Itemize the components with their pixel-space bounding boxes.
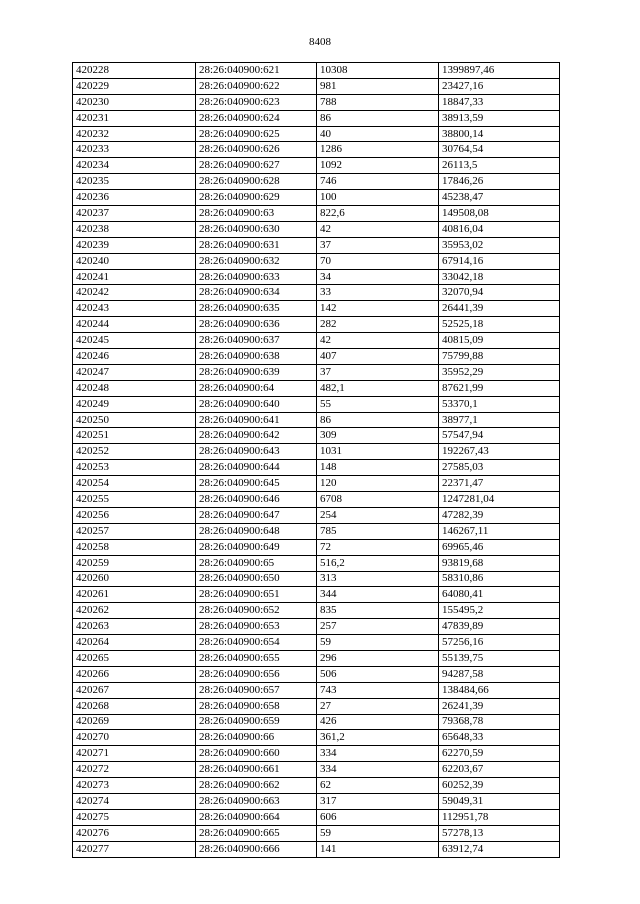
value-cell: 26241,39: [439, 698, 560, 714]
row-number-cell: 420256: [73, 507, 196, 523]
cadastral-number-cell: 28:26:040900:666: [196, 841, 317, 857]
cadastral-number-cell: 28:26:040900:647: [196, 507, 317, 523]
row-number-cell: 420245: [73, 333, 196, 349]
cadastral-number-cell: 28:26:040900:632: [196, 253, 317, 269]
area-cell: 27: [317, 698, 439, 714]
area-cell: 40: [317, 126, 439, 142]
table-row: [73, 333, 560, 349]
table-row: [73, 269, 560, 285]
value-cell: 35953,02: [439, 237, 560, 253]
area-cell: 822,6: [317, 206, 439, 222]
area-cell: 62: [317, 778, 439, 794]
cadastral-number-cell: 28:26:040900:644: [196, 460, 317, 476]
row-number-cell: 420263: [73, 619, 196, 635]
value-cell: 40815,09: [439, 333, 560, 349]
value-cell: 58310,86: [439, 571, 560, 587]
row-number-cell: 420244: [73, 317, 196, 333]
cadastral-number-cell: 28:26:040900:664: [196, 809, 317, 825]
value-cell: 138484,66: [439, 682, 560, 698]
row-number-cell: 420267: [73, 682, 196, 698]
area-cell: 34: [317, 269, 439, 285]
table-row: [73, 682, 560, 698]
cadastral-number-cell: 28:26:040900:635: [196, 301, 317, 317]
value-cell: 112951,78: [439, 809, 560, 825]
value-cell: 27585,03: [439, 460, 560, 476]
value-cell: 18847,33: [439, 94, 560, 110]
area-cell: 743: [317, 682, 439, 698]
area-cell: 1092: [317, 158, 439, 174]
area-cell: 10308: [317, 63, 439, 79]
table-body: [73, 63, 560, 858]
value-cell: 67914,16: [439, 253, 560, 269]
cadastral-number-cell: 28:26:040900:654: [196, 635, 317, 651]
table-row: [73, 507, 560, 523]
cadastral-number-cell: 28:26:040900:639: [196, 364, 317, 380]
table-row: [73, 666, 560, 682]
cadastral-number-cell: 28:26:040900:636: [196, 317, 317, 333]
table-row: [73, 555, 560, 571]
value-cell: 38913,59: [439, 110, 560, 126]
row-number-cell: 420257: [73, 523, 196, 539]
table-row: [73, 476, 560, 492]
table-row: [73, 793, 560, 809]
cadastral-number-cell: 28:26:040900:653: [196, 619, 317, 635]
table-row: [73, 841, 560, 857]
table-row: [73, 126, 560, 142]
cadastral-number-cell: 28:26:040900:641: [196, 412, 317, 428]
value-cell: 26441,39: [439, 301, 560, 317]
area-cell: 313: [317, 571, 439, 587]
row-number-cell: 420231: [73, 110, 196, 126]
area-cell: 142: [317, 301, 439, 317]
cadastral-number-cell: 28:26:040900:631: [196, 237, 317, 253]
value-cell: 87621,99: [439, 380, 560, 396]
row-number-cell: 420276: [73, 825, 196, 841]
area-cell: 317: [317, 793, 439, 809]
value-cell: 57278,13: [439, 825, 560, 841]
row-number-cell: 420274: [73, 793, 196, 809]
table-row: [73, 174, 560, 190]
area-cell: 309: [317, 428, 439, 444]
row-number-cell: 420251: [73, 428, 196, 444]
area-cell: 344: [317, 587, 439, 603]
value-cell: 62270,59: [439, 746, 560, 762]
cadastral-number-cell: 28:26:040900:638: [196, 349, 317, 365]
value-cell: 57256,16: [439, 635, 560, 651]
value-cell: 79368,78: [439, 714, 560, 730]
cadastral-number-cell: 28:26:040900:629: [196, 190, 317, 206]
table-row: [73, 285, 560, 301]
cadastral-number-cell: 28:26:040900:624: [196, 110, 317, 126]
area-cell: 254: [317, 507, 439, 523]
table-row: [73, 730, 560, 746]
area-cell: 70: [317, 253, 439, 269]
table-row: [73, 619, 560, 635]
row-number-cell: 420269: [73, 714, 196, 730]
row-number-cell: 420273: [73, 778, 196, 794]
value-cell: 64080,41: [439, 587, 560, 603]
row-number-cell: 420234: [73, 158, 196, 174]
area-cell: 37: [317, 364, 439, 380]
value-cell: 69965,46: [439, 539, 560, 555]
cadastral-number-cell: 28:26:040900:63: [196, 206, 317, 222]
cadastral-number-cell: 28:26:040900:634: [196, 285, 317, 301]
table-row: [73, 650, 560, 666]
table-row: [73, 746, 560, 762]
table-row: [73, 364, 560, 380]
area-cell: 100: [317, 190, 439, 206]
value-cell: 23427,16: [439, 78, 560, 94]
row-number-cell: 420241: [73, 269, 196, 285]
cadastral-number-cell: 28:26:040900:623: [196, 94, 317, 110]
table-row: [73, 253, 560, 269]
value-cell: 94287,58: [439, 666, 560, 682]
cadastral-number-cell: 28:26:040900:645: [196, 476, 317, 492]
value-cell: 47282,39: [439, 507, 560, 523]
table-row: [73, 587, 560, 603]
value-cell: 62203,67: [439, 762, 560, 778]
table-row: [73, 237, 560, 253]
table-row: [73, 380, 560, 396]
cadastral-number-cell: 28:26:040900:661: [196, 762, 317, 778]
row-number-cell: 420262: [73, 603, 196, 619]
table-row: [73, 523, 560, 539]
table-row: [73, 206, 560, 222]
table-row: [73, 714, 560, 730]
table-row: [73, 396, 560, 412]
value-cell: 155495,2: [439, 603, 560, 619]
row-number-cell: 420249: [73, 396, 196, 412]
cadastral-number-cell: 28:26:040900:660: [196, 746, 317, 762]
row-number-cell: 420260: [73, 571, 196, 587]
row-number-cell: 420229: [73, 78, 196, 94]
area-cell: 86: [317, 412, 439, 428]
table-row: [73, 809, 560, 825]
area-cell: 86: [317, 110, 439, 126]
table-row: [73, 698, 560, 714]
table-row: [73, 349, 560, 365]
value-cell: 22371,47: [439, 476, 560, 492]
area-cell: 296: [317, 650, 439, 666]
value-cell: 63912,74: [439, 841, 560, 857]
row-number-cell: 420243: [73, 301, 196, 317]
table-row: [73, 412, 560, 428]
row-number-cell: 420248: [73, 380, 196, 396]
area-cell: 835: [317, 603, 439, 619]
cadastral-number-cell: 28:26:040900:659: [196, 714, 317, 730]
row-number-cell: 420239: [73, 237, 196, 253]
area-cell: 6708: [317, 492, 439, 508]
row-number-cell: 420275: [73, 809, 196, 825]
row-number-cell: 420252: [73, 444, 196, 460]
cadastral-number-cell: 28:26:040900:650: [196, 571, 317, 587]
row-number-cell: 420228: [73, 63, 196, 79]
cadastral-number-cell: 28:26:040900:665: [196, 825, 317, 841]
area-cell: 141: [317, 841, 439, 857]
value-cell: 30764,54: [439, 142, 560, 158]
area-cell: 407: [317, 349, 439, 365]
value-cell: 1247281,04: [439, 492, 560, 508]
table-row: [73, 460, 560, 476]
area-cell: 33: [317, 285, 439, 301]
row-number-cell: 420250: [73, 412, 196, 428]
area-cell: 981: [317, 78, 439, 94]
area-cell: 72: [317, 539, 439, 555]
row-number-cell: 420268: [73, 698, 196, 714]
table-row: [73, 571, 560, 587]
area-cell: 257: [317, 619, 439, 635]
row-number-cell: 420237: [73, 206, 196, 222]
area-cell: 1031: [317, 444, 439, 460]
row-number-cell: 420254: [73, 476, 196, 492]
value-cell: 149508,08: [439, 206, 560, 222]
table-row: [73, 825, 560, 841]
cadastral-number-cell: 28:26:040900:643: [196, 444, 317, 460]
row-number-cell: 420240: [73, 253, 196, 269]
cadastral-number-cell: 28:26:040900:663: [196, 793, 317, 809]
area-cell: 59: [317, 635, 439, 651]
cadastral-number-cell: 28:26:040900:648: [196, 523, 317, 539]
table-row: [73, 492, 560, 508]
value-cell: 35952,29: [439, 364, 560, 380]
table-row: [73, 778, 560, 794]
cadastral-number-cell: 28:26:040900:657: [196, 682, 317, 698]
value-cell: 65648,33: [439, 730, 560, 746]
cadastral-number-cell: 28:26:040900:64: [196, 380, 317, 396]
area-cell: 334: [317, 762, 439, 778]
table-row: [73, 94, 560, 110]
cadastral-number-cell: 28:26:040900:626: [196, 142, 317, 158]
cadastral-number-cell: 28:26:040900:642: [196, 428, 317, 444]
cadastral-number-cell: 28:26:040900:656: [196, 666, 317, 682]
data-table: [72, 62, 560, 858]
cadastral-number-cell: 28:26:040900:637: [196, 333, 317, 349]
row-number-cell: 420236: [73, 190, 196, 206]
cadastral-number-cell: 28:26:040900:622: [196, 78, 317, 94]
row-number-cell: 420232: [73, 126, 196, 142]
area-cell: 55: [317, 396, 439, 412]
cadastral-number-cell: 28:26:040900:66: [196, 730, 317, 746]
value-cell: 60252,39: [439, 778, 560, 794]
row-number-cell: 420238: [73, 221, 196, 237]
value-cell: 1399897,46: [439, 63, 560, 79]
cadastral-number-cell: 28:26:040900:651: [196, 587, 317, 603]
row-number-cell: 420247: [73, 364, 196, 380]
table-row: [73, 603, 560, 619]
value-cell: 38977,1: [439, 412, 560, 428]
area-cell: 606: [317, 809, 439, 825]
table-row: [73, 142, 560, 158]
row-number-cell: 420277: [73, 841, 196, 857]
row-number-cell: 420230: [73, 94, 196, 110]
area-cell: 42: [317, 333, 439, 349]
cadastral-number-cell: 28:26:040900:640: [196, 396, 317, 412]
cadastral-number-cell: 28:26:040900:649: [196, 539, 317, 555]
area-cell: 516,2: [317, 555, 439, 571]
table-row: [73, 317, 560, 333]
table-row: [73, 63, 560, 79]
row-number-cell: 420272: [73, 762, 196, 778]
area-cell: 148: [317, 460, 439, 476]
area-cell: 361,2: [317, 730, 439, 746]
value-cell: 55139,75: [439, 650, 560, 666]
table-row: [73, 635, 560, 651]
area-cell: 746: [317, 174, 439, 190]
table-row: [73, 221, 560, 237]
table-row: [73, 762, 560, 778]
row-number-cell: 420264: [73, 635, 196, 651]
row-number-cell: 420266: [73, 666, 196, 682]
value-cell: 52525,18: [439, 317, 560, 333]
area-cell: 37: [317, 237, 439, 253]
row-number-cell: 420265: [73, 650, 196, 666]
value-cell: 146267,11: [439, 523, 560, 539]
row-number-cell: 420261: [73, 587, 196, 603]
row-number-cell: 420271: [73, 746, 196, 762]
row-number-cell: 420259: [73, 555, 196, 571]
cadastral-number-cell: 28:26:040900:625: [196, 126, 317, 142]
row-number-cell: 420242: [73, 285, 196, 301]
area-cell: 482,1: [317, 380, 439, 396]
cadastral-number-cell: 28:26:040900:630: [196, 221, 317, 237]
cadastral-number-cell: 28:26:040900:655: [196, 650, 317, 666]
value-cell: 33042,18: [439, 269, 560, 285]
table-row: [73, 444, 560, 460]
cadastral-number-cell: 28:26:040900:633: [196, 269, 317, 285]
area-cell: 1286: [317, 142, 439, 158]
value-cell: 53370,1: [439, 396, 560, 412]
area-cell: 59: [317, 825, 439, 841]
row-number-cell: 420246: [73, 349, 196, 365]
area-cell: 282: [317, 317, 439, 333]
value-cell: 59049,31: [439, 793, 560, 809]
cadastral-number-cell: 28:26:040900:662: [196, 778, 317, 794]
row-number-cell: 420235: [73, 174, 196, 190]
area-cell: 120: [317, 476, 439, 492]
table-row: [73, 428, 560, 444]
value-cell: 93819,68: [439, 555, 560, 571]
value-cell: 17846,26: [439, 174, 560, 190]
cadastral-number-cell: 28:26:040900:627: [196, 158, 317, 174]
value-cell: 38800,14: [439, 126, 560, 142]
cadastral-number-cell: 28:26:040900:628: [196, 174, 317, 190]
row-number-cell: 420253: [73, 460, 196, 476]
table-row: [73, 190, 560, 206]
value-cell: 32070,94: [439, 285, 560, 301]
area-cell: 426: [317, 714, 439, 730]
value-cell: 57547,94: [439, 428, 560, 444]
table-row: [73, 539, 560, 555]
row-number-cell: 420270: [73, 730, 196, 746]
page-number: 8408: [309, 36, 331, 48]
table-row: [73, 110, 560, 126]
row-number-cell: 420255: [73, 492, 196, 508]
cadastral-number-cell: 28:26:040900:652: [196, 603, 317, 619]
table-row: [73, 78, 560, 94]
value-cell: 45238,47: [439, 190, 560, 206]
cadastral-number-cell: 28:26:040900:65: [196, 555, 317, 571]
area-cell: 506: [317, 666, 439, 682]
value-cell: 75799,88: [439, 349, 560, 365]
value-cell: 26113,5: [439, 158, 560, 174]
area-cell: 788: [317, 94, 439, 110]
cadastral-number-cell: 28:26:040900:658: [196, 698, 317, 714]
cadastral-number-cell: 28:26:040900:621: [196, 63, 317, 79]
table-row: [73, 301, 560, 317]
area-cell: 785: [317, 523, 439, 539]
area-cell: 42: [317, 221, 439, 237]
row-number-cell: 420258: [73, 539, 196, 555]
cadastral-number-cell: 28:26:040900:646: [196, 492, 317, 508]
value-cell: 192267,43: [439, 444, 560, 460]
value-cell: 40816,04: [439, 221, 560, 237]
row-number-cell: 420233: [73, 142, 196, 158]
area-cell: 334: [317, 746, 439, 762]
table-row: [73, 158, 560, 174]
value-cell: 47839,89: [439, 619, 560, 635]
